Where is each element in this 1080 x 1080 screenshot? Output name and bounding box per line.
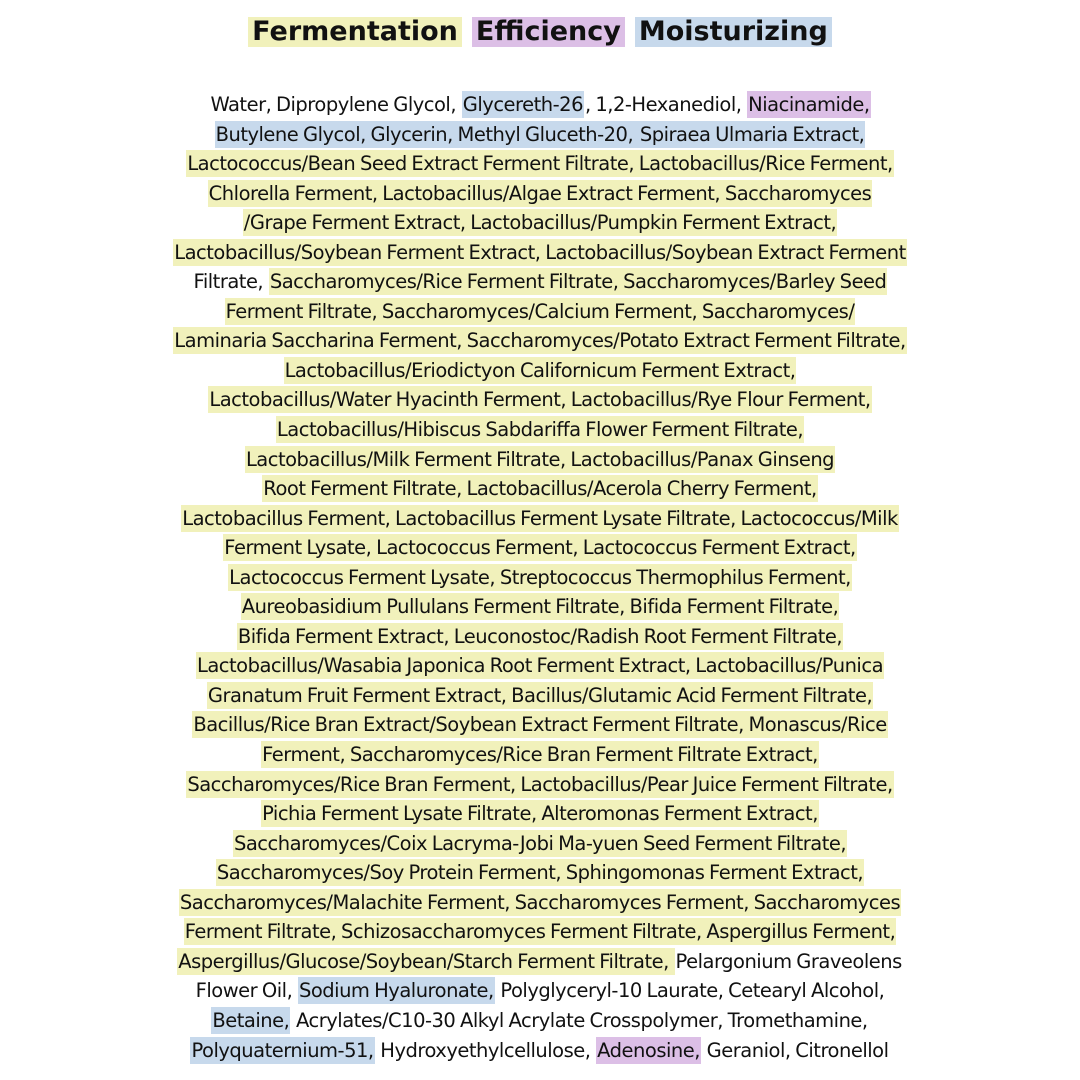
ingredient-segment: Ferment, Saccharomyces/Rice Bran Ferment Filtrate Extract, — [262, 743, 818, 767]
ingredient-line — [40, 445, 1040, 475]
ingredient-segment: /Grape Ferment Extract, Lactobacillus/Pumpkin Ferment Extract, — [243, 211, 837, 235]
ingredient-line — [40, 356, 1040, 386]
ingredient-line — [40, 976, 1040, 1006]
ingredient-segment: Lactococcus Ferment Lysate, Streptococcus Thermophilus Ferment, — [229, 565, 851, 589]
ingredient-line — [40, 208, 1040, 238]
ingredient-segment: Granatum Fruit Ferment Extract, Bacillus/Glutamic Acid Ferment Filtrate, — [207, 683, 873, 707]
ingredient-line — [40, 326, 1040, 356]
ingredient-segment: Lactobacillus/Wasabia Japonica Root Ferment Extract, Lactobacillus/Punica — [196, 654, 884, 678]
ingredient-segment: Water, Dipropylene Glycol, — [210, 93, 461, 116]
ingredient-line — [40, 1036, 1040, 1066]
category-legend — [0, 14, 1080, 50]
ingredient-segment: Ferment Lysate, Lactococcus Ferment, Lactococcus Ferment Extract, — [224, 536, 856, 560]
ingredient-line — [40, 888, 1040, 918]
ingredient-segment: Lactobacillus/Eriodictyon Californicum Ferment Extract, — [284, 358, 796, 382]
ingredient-segment: Glycereth-26 — [462, 93, 583, 116]
ingredient-line — [40, 651, 1040, 681]
ingredient-segment: Root Ferment Filtrate, Lactobacillus/Acerola Cherry Ferment, — [263, 477, 817, 501]
ingredient-segment: Laminaria Saccharina Ferment, Saccharomyces/Potato Extract Ferment Filtrate, — [174, 329, 906, 353]
ingredient-segment: Bifida Ferment Extract, Leuconostoc/Radish Root Ferment Filtrate, — [237, 624, 843, 648]
ingredient-line — [40, 179, 1040, 209]
ingredient-segment: Hydroxyethylcellulose, — [375, 1038, 596, 1062]
ingredient-segment: Filtrate, — [193, 270, 268, 294]
ingredient-segment: Saccharomyces/Coix Lacryma-Jobi Ma-yuen Seed Ferment Filtrate, — [233, 831, 847, 855]
ingredient-line — [40, 592, 1040, 622]
ingredient-segment: Aureobasidium Pullulans Ferment Filtrate, Bifida Ferment Filtrate, — [241, 595, 839, 619]
ingredient-line — [40, 622, 1040, 652]
ingredient-segment: Spiraea Ulmaria Extract, — [639, 122, 865, 146]
ingredient-segment: Sodium Hyaluronate, — [298, 979, 494, 1003]
ingredient-line — [40, 681, 1040, 711]
ingredient-line — [40, 90, 1040, 120]
ingredient-line — [40, 770, 1040, 800]
ingredient-line — [40, 238, 1040, 268]
ingredient-line — [40, 829, 1040, 859]
ingredient-line — [40, 415, 1040, 445]
ingredient-segment: Pelargonium Graveolens — [675, 949, 902, 973]
ingredient-line — [40, 563, 1040, 593]
ingredient-line — [40, 385, 1040, 415]
ingredient-list — [40, 90, 1040, 1065]
ingredient-line — [40, 917, 1040, 947]
ingredient-segment: Acrylates/C10-30 Alkyl Acrylate Crosspolymer, Tromethamine, — [291, 1008, 868, 1032]
ingredient-line — [40, 504, 1040, 534]
ingredient-segment: Lactococcus/Bean Seed Extract Ferment Filtrate, Lactobacillus/Rice Ferment, — [187, 152, 893, 176]
ingredient-segment: Lactobacillus/Milk Ferment Filtrate, Lactobacillus/Panax Ginseng — [245, 447, 835, 471]
ingredient-segment: Flower Oil, — [195, 979, 297, 1003]
ingredient-segment: Betaine, — [212, 1008, 290, 1032]
ingredient-segment: Chlorella Ferment, Lactobacillus/Algae Extract Ferment, Saccharomyces — [208, 181, 872, 205]
ingredient-segment: Bacillus/Rice Bran Extract/Soybean Extract Ferment Filtrate, Monascus/Rice — [193, 713, 887, 737]
ingredient-line — [40, 267, 1040, 297]
ingredient-segment: Saccharomyces/Rice Ferment Filtrate, Saccharomyces/Barley Seed — [269, 270, 887, 294]
ingredient-segment: Lactobacillus/Hibiscus Sabdariffa Flower Ferment Filtrate, — [276, 418, 804, 442]
ingredient-segment: Niacinamide, — [748, 93, 870, 116]
ingredient-line — [40, 858, 1040, 888]
legend-fermentation: Fermentation — [248, 17, 462, 47]
ingredient-segment: Polyquaternium-51, — [191, 1038, 374, 1062]
ingredient-segment: Lactobacillus/Soybean Ferment Extract, Lactobacillus/Soybean Extract Ferment — [174, 240, 906, 264]
ingredient-segment: Lactobacillus Ferment, Lactobacillus Ferment Lysate Filtrate, Lactococcus/Milk — [182, 506, 898, 530]
ingredient-segment: Ferment Filtrate, Saccharomyces/Calcium Ferment, Saccharomyces/ — [225, 299, 855, 323]
ingredient-segment: Pichia Ferment Lysate Filtrate, Alteromonas Ferment Extract, — [262, 802, 818, 826]
ingredient-segment: , 1,2-Hexanediol, — [584, 93, 747, 116]
ingredient-segment: Adenosine, — [597, 1038, 700, 1062]
ingredient-line — [40, 799, 1040, 829]
ingredient-line — [40, 740, 1040, 770]
ingredient-line — [40, 533, 1040, 563]
ingredient-segment: Ferment Filtrate, Schizosaccharomyces Ferment Filtrate, Aspergillus Ferment, — [184, 920, 896, 944]
ingredient-segment: Saccharomyces/Soy Protein Ferment, Sphingomonas Ferment Extract, — [216, 861, 864, 885]
ingredient-segment: Lactobacillus/Water Hyacinth Ferment, Lactobacillus/Rye Flour Ferment, — [209, 388, 871, 412]
legend-moisturizing: Moisturizing — [635, 17, 832, 47]
ingredient-segment: Butylene Glycol, Glycerin, Methyl Gluceth-20, — [215, 122, 638, 146]
ingredient-segment: Polyglyceryl-10 Laurate, Cetearyl Alcohol, — [495, 979, 885, 1003]
ingredient-line — [40, 149, 1040, 179]
ingredient-line — [40, 297, 1040, 327]
ingredient-line — [40, 710, 1040, 740]
ingredient-segment: Geraniol, Citronellol — [701, 1038, 889, 1062]
ingredient-segment: Saccharomyces/Rice Bran Ferment, Lactobacillus/Pear Juice Ferment Filtrate, — [187, 772, 893, 796]
ingredient-line — [40, 947, 1040, 977]
ingredient-line — [40, 120, 1040, 150]
ingredient-line — [40, 1006, 1040, 1036]
ingredient-line — [40, 474, 1040, 504]
ingredient-segment: Saccharomyces/Malachite Ferment, Saccharomyces Ferment, Saccharomyces — [179, 890, 901, 914]
ingredient-segment: Aspergillus/Glucose/Soybean/Starch Ferment Filtrate, — [178, 949, 674, 973]
legend-efficiency: Efficiency — [472, 17, 625, 47]
